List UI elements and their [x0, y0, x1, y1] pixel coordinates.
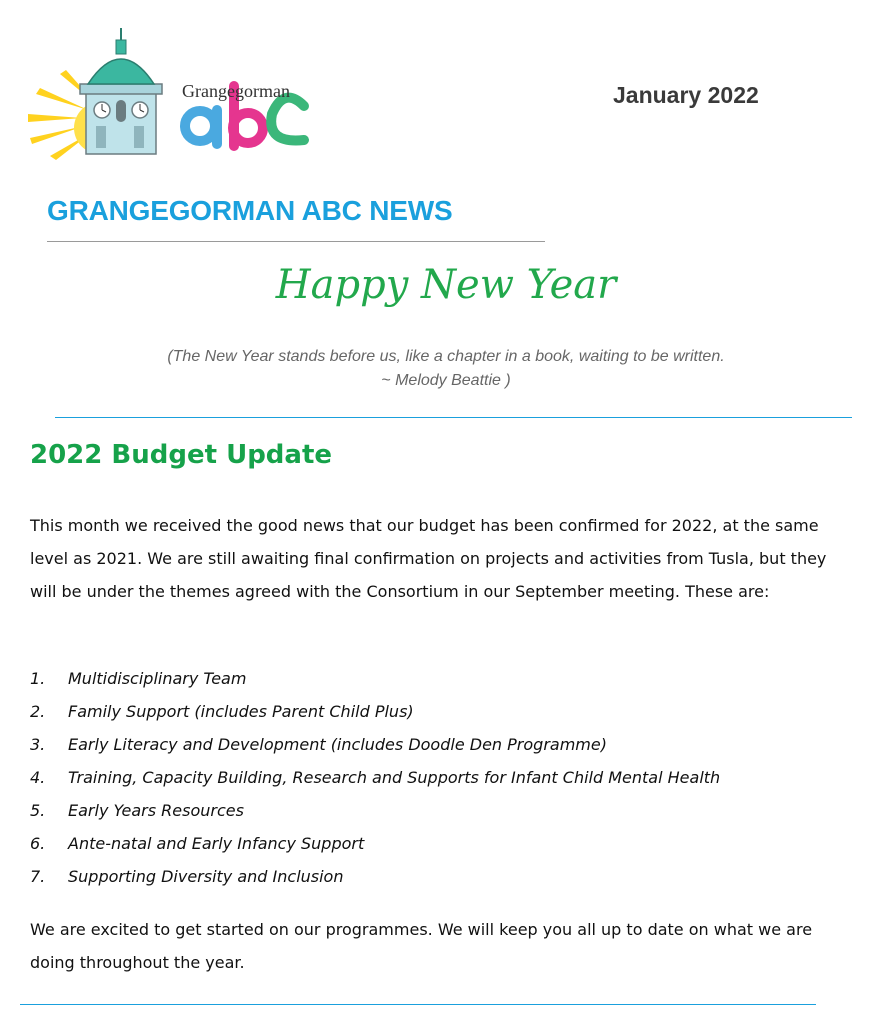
newsletter-title: GRANGEGORMAN ABC NEWS	[47, 195, 453, 226]
list-number: 3.	[30, 735, 46, 754]
quote	[0, 345, 892, 393]
title-divider	[47, 241, 545, 242]
list-number: 2.	[30, 702, 46, 721]
list-text: Training, Capacity Building, Research and Supports for Infant Child Mental Health	[68, 768, 721, 787]
footer-divider	[20, 1004, 816, 1005]
list-text: Ante-natal and Early Infancy Support	[68, 834, 365, 853]
greeting-heading: Happy New Year	[275, 262, 617, 308]
list-item	[30, 860, 850, 893]
list-item	[30, 662, 850, 695]
list-item	[30, 728, 850, 761]
section-heading: 2022 Budget Update	[30, 440, 333, 470]
list-number: 6.	[30, 834, 46, 853]
section-divider	[55, 417, 852, 418]
list-number: 7.	[30, 867, 46, 886]
list-item	[30, 695, 850, 728]
list-text: Family Support (includes Parent Child Plus)	[68, 702, 414, 721]
budget-intro-paragraph: This month we received the good news that our budget has been confirmed for 2022, at the same level as 2021. We are still awaiting final confirmation on projects and activities from Tusla, but they will be under the themes agreed with the Consortium in our September meeting. These are:	[30, 516, 827, 601]
list-item	[30, 761, 850, 794]
list-number: 5.	[30, 801, 46, 820]
issue-date: January 2022	[613, 82, 759, 108]
list-text: Early Years Resources	[68, 801, 244, 820]
list-text: Early Literacy and Development (includes Doodle Den Programme)	[68, 735, 607, 754]
quote-line-1: (The New Year stands before us, like a chapter in a book, waiting to be written.	[167, 348, 725, 365]
list-number: 4.	[30, 768, 46, 787]
list-number: 1.	[30, 669, 46, 688]
quote-line-2: ~ Melody Beattie )	[381, 372, 511, 389]
list-item	[30, 794, 850, 827]
list-text: Multidisciplinary Team	[68, 669, 247, 688]
themes-list	[30, 662, 850, 893]
grangegorman-abc-logo	[22, 26, 312, 160]
list-text: Supporting Diversity and Inclusion	[68, 867, 344, 886]
list-item	[30, 827, 850, 860]
logo-wordmark: Grangegorman	[182, 81, 290, 101]
closing-paragraph: We are excited to get started on our programmes. We will keep you all up to date on what we are doing throughout the year.	[30, 920, 813, 972]
